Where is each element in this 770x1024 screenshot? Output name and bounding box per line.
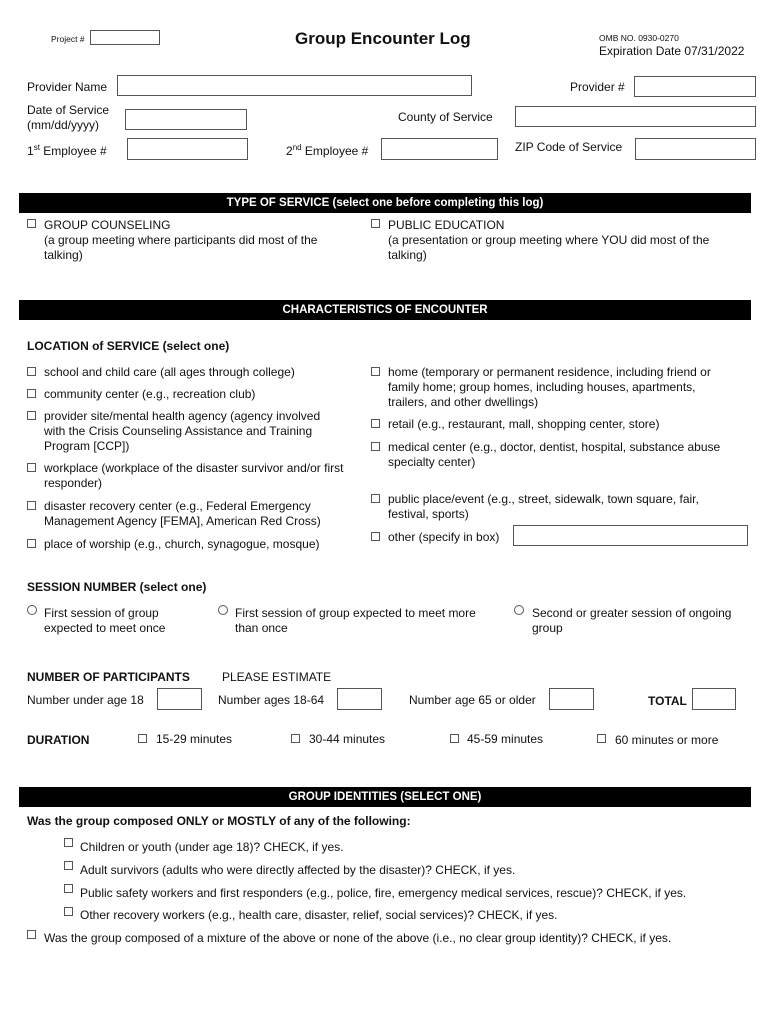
location-other-label: other (specify in box) [388,530,500,544]
participants-heading: NUMBER OF PARTICIPANTS [27,670,190,684]
ages-18-64-input[interactable] [337,688,382,710]
public-education-checkbox[interactable] [371,219,380,228]
duration-45-59-label: 45-59 minutes [467,732,544,746]
identity-public-safety-label: Public safety workers and first responders (e.g., police, fire, emergency medical services, rescue)? CHECK, if yes. [80,886,687,900]
identity-children-checkbox[interactable] [64,838,73,847]
identity-recovery-workers-checkbox[interactable] [64,907,73,916]
group-counseling-desc: (a group meeting where participants did most of the talking) [44,233,318,262]
identity-mixture-checkbox[interactable] [27,930,36,939]
public-education-desc: (a presentation or group meeting where YOU did most of the talking) [388,233,710,262]
provider-number-label: Provider # [570,80,625,94]
location-home-checkbox[interactable] [371,367,380,376]
location-drc-label: disaster recovery center (e.g., Federal Emergency Management Agency [FEMA], American Red Cross) [44,499,321,528]
location-school-checkbox[interactable] [27,367,36,376]
total-label: TOTAL [648,694,687,708]
location-school-label: school and child care (all ages through college) [44,365,295,379]
employee-1-input[interactable] [127,138,248,160]
identity-mixture-label: Was the group composed of a mixture of the above or none of the above (i.e., no clear group identity)? CHECK, if yes. [44,931,672,945]
location-other-checkbox[interactable] [371,532,380,541]
group-counseling-checkbox[interactable] [27,219,36,228]
location-community-checkbox[interactable] [27,389,36,398]
location-public-place-checkbox[interactable] [371,494,380,503]
provider-number-input[interactable] [634,76,756,97]
under-18-label: Number under age 18 [27,693,144,707]
location-public-place-label: public place/event (e.g., street, sidewalk, town square, fair, festival, sports) [388,492,699,521]
group-counseling-title: GROUP COUNSELING [44,218,171,232]
location-other-input[interactable] [513,525,748,546]
characteristics-heading: CHARACTERISTICS OF ENCOUNTER [19,300,751,320]
location-medical-checkbox[interactable] [371,442,380,451]
provider-name-label: Provider Name [27,80,108,94]
location-drc-checkbox[interactable] [27,501,36,510]
location-retail-checkbox[interactable] [371,419,380,428]
duration-60-plus-label: 60 minutes or more [615,733,719,747]
session-heading: SESSION NUMBER (select one) [27,580,207,594]
expiration-date: Expiration Date 07/31/2022 [599,44,745,58]
county-label: County of Service [398,110,493,124]
session-once-label: First session of group expected to meet once [44,606,166,635]
age-65-input[interactable] [549,688,594,710]
date-of-service-input[interactable] [125,109,247,130]
public-education-title: PUBLIC EDUCATION [388,218,505,232]
location-workplace-checkbox[interactable] [27,463,36,472]
zip-input[interactable] [635,138,756,160]
duration-30-44-label: 30-44 minutes [309,732,386,746]
location-provider-site-checkbox[interactable] [27,411,36,420]
employee-1-label: 1st Employee # [27,143,107,158]
total-input[interactable] [692,688,736,710]
identities-heading: GROUP IDENTITIES (SELECT ONE) [19,787,751,807]
location-worship-label: place of worship (e.g., church, synagogue, mosque) [44,537,320,551]
employee-2-label: 2nd Employee # [286,143,369,158]
session-more-label: First session of group expected to meet more than once [235,606,476,635]
duration-60-plus-checkbox[interactable] [597,734,606,743]
location-worship-checkbox[interactable] [27,539,36,548]
location-provider-site-label: provider site/mental health agency (agency involved with the Crisis Counseling Assistance and Training Program [CCP]) [44,409,321,453]
session-ongoing-radio[interactable] [514,605,524,615]
identity-public-safety-checkbox[interactable] [64,884,73,893]
session-more-radio[interactable] [218,605,228,615]
location-workplace-label: workplace (workplace of the disaster survivor and/or first responder) [44,461,344,490]
ages-18-64-label: Number ages 18-64 [218,693,325,707]
identity-adults-label: Adult survivors (adults who were directly affected by the disaster)? CHECK, if yes. [80,863,516,877]
session-ongoing-label: Second or greater session of ongoing group [532,606,732,635]
duration-30-44-checkbox[interactable] [291,734,300,743]
identities-question: Was the group composed ONLY or MOSTLY of any of the following: [27,814,411,828]
duration-heading: DURATION [27,733,90,747]
location-heading: LOCATION of SERVICE (select one) [27,339,230,353]
project-number-input[interactable] [90,30,160,45]
date-of-service-label: Date of Service [27,103,110,117]
location-home-label: home (temporary or permanent residence, including friend or family home; group homes, including houses, apartments, trailers, and other dwellings) [388,365,711,409]
zip-label: ZIP Code of Service [515,140,623,154]
location-retail-label: retail (e.g., restaurant, mall, shopping center, store) [388,417,660,431]
project-label: Project # [51,34,85,44]
duration-15-29-checkbox[interactable] [138,734,147,743]
provider-name-input[interactable] [117,75,472,96]
county-input[interactable] [515,106,756,127]
identity-recovery-workers-label: Other recovery workers (e.g., health care, disaster, relief, social services)? CHECK, if yes. [80,908,558,922]
service-type-heading: TYPE OF SERVICE (select one before completing this log) [19,193,751,213]
under-18-input[interactable] [157,688,202,710]
page-title: Group Encounter Log [295,29,471,48]
duration-45-59-checkbox[interactable] [450,734,459,743]
location-medical-label: medical center (e.g., doctor, dentist, hospital, substance abuse specialty center) [388,440,721,469]
session-once-radio[interactable] [27,605,37,615]
omb-number: OMB NO. 0930-0270 [599,33,679,43]
age-65-label: Number age 65 or older [409,693,536,707]
please-estimate-label: PLEASE ESTIMATE [222,670,332,684]
identity-adults-checkbox[interactable] [64,861,73,870]
location-community-label: community center (e.g., recreation club) [44,387,256,401]
identity-children-label: Children or youth (under age 18)? CHECK, if yes. [80,840,344,854]
employee-2-input[interactable] [381,138,498,160]
date-format-label: (mm/dd/yyyy) [27,118,99,132]
duration-15-29-label: 15-29 minutes [156,732,233,746]
